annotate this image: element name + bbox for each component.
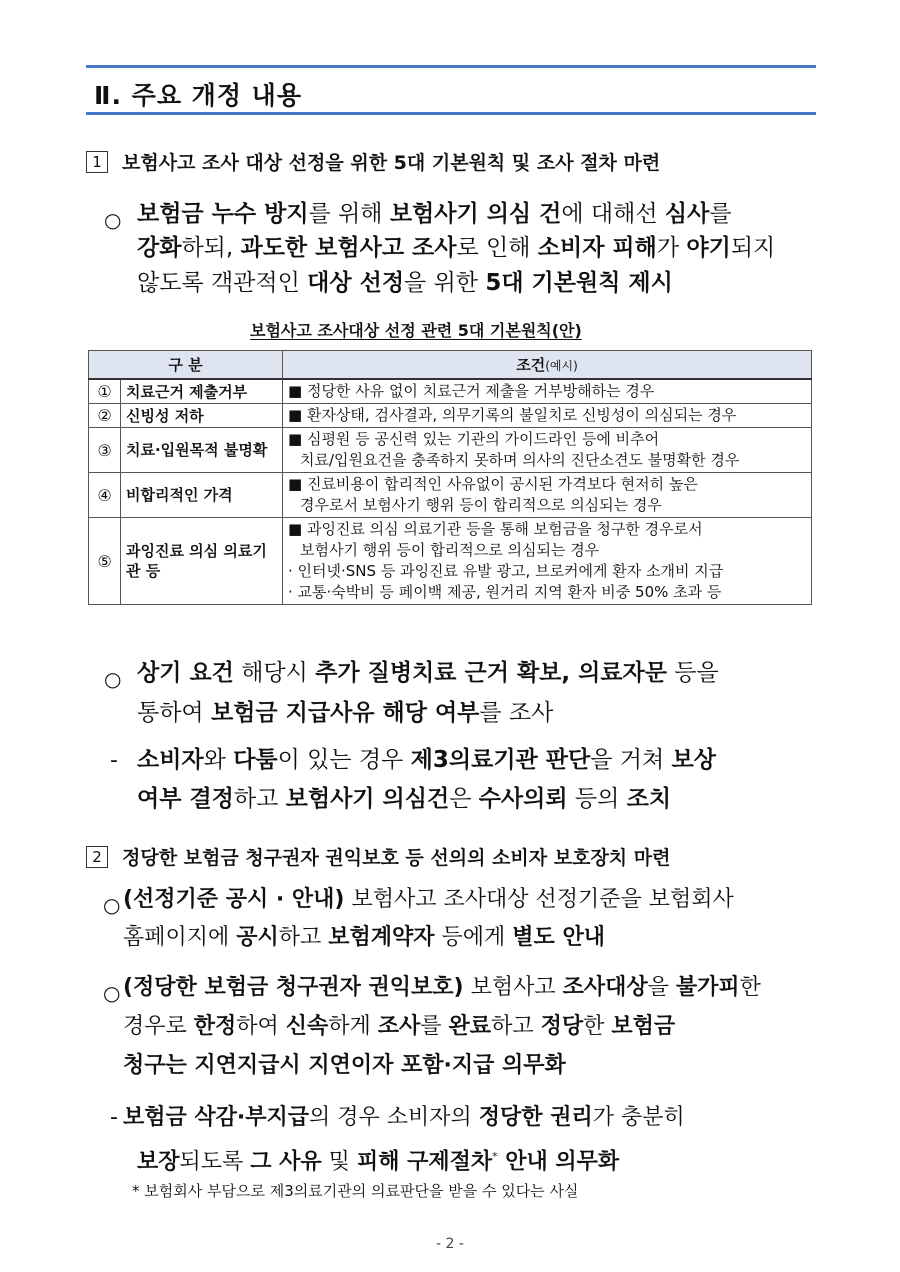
row-criterion: 치료근거 제출거부 bbox=[121, 379, 283, 404]
row-condition bbox=[283, 404, 812, 428]
item1-p3-dash: - bbox=[110, 748, 118, 773]
section-title: Ⅱ. 주요 개정 내용 bbox=[94, 81, 302, 110]
text-run: 해당시 bbox=[233, 660, 316, 686]
bold-text-run: 5대 기본원칙 제시 bbox=[485, 270, 673, 296]
bold-text-run: 조사 bbox=[377, 1014, 421, 1039]
text-run: 에 대해선 bbox=[561, 201, 665, 227]
condition-line: 치료/입원요건을 충족하지 못하며 의사의 진단소견도 불명확한 경우 bbox=[300, 451, 740, 469]
text-run: 되지 bbox=[730, 235, 776, 261]
item2-number-box: 2 bbox=[86, 846, 108, 868]
text-run: 하고 bbox=[491, 1014, 541, 1039]
bold-text-run: 불가피 bbox=[675, 975, 740, 1000]
bold-text-run: 강화 bbox=[137, 235, 182, 261]
table-row bbox=[89, 428, 812, 473]
text-run: 한 bbox=[739, 975, 761, 1000]
text-run: 하여 bbox=[236, 1014, 286, 1039]
bold-text-run: 야기 bbox=[686, 235, 731, 261]
text-run: 경우로 bbox=[123, 1014, 194, 1039]
bold-text-run: 보험금 지급사유 해당 여부 bbox=[210, 700, 480, 726]
text-run: 을 위한 bbox=[404, 270, 486, 296]
item1-p3-line1 bbox=[137, 740, 716, 780]
item1-p1-line3 bbox=[137, 263, 673, 303]
text-run: 를 위해 bbox=[308, 201, 390, 227]
bold-text-run: 여부 결정 bbox=[137, 786, 234, 812]
condition-line: ■ 진료비용이 합리적인 사유없이 공시된 가격보다 현저히 높은 bbox=[288, 475, 698, 493]
text-run: 보험사고 bbox=[463, 975, 563, 1000]
text-run: 통하여 bbox=[137, 700, 211, 726]
condition-line: 경우로서 보험사기 행위 등이 합리적으로 의심되는 경우 bbox=[300, 496, 662, 514]
condition-line: · 교통·숙박비 등 페이백 제공, 원거리 지역 환자 비중 50% 초과 등 bbox=[288, 583, 722, 601]
row-criterion: 과잉진료 의심 의료기관 등 bbox=[121, 518, 283, 605]
text-run: 를 bbox=[709, 201, 732, 227]
text-run: 을 거쳐 bbox=[590, 747, 672, 773]
text-run: * bbox=[492, 1150, 498, 1163]
table-row bbox=[89, 473, 812, 518]
bold-text-run: 소비자 bbox=[137, 747, 204, 773]
bold-text-run: (정당한 보험금 청구권자 권익보호) bbox=[123, 975, 464, 1000]
item1-p2-line1 bbox=[137, 653, 719, 693]
page-number: - 2 - bbox=[436, 1236, 464, 1252]
bold-text-run: 청구는 지연지급시 지연이자 포함·지급 의무화 bbox=[123, 1053, 566, 1078]
bold-text-run: 안내 의무화 bbox=[497, 1149, 620, 1175]
bold-text-run: 조사대상 bbox=[562, 975, 648, 1000]
bold-text-run: 수사의뢰 bbox=[478, 786, 568, 812]
text-run: 가 bbox=[656, 235, 687, 261]
bold-text-run: 신속 bbox=[285, 1014, 329, 1039]
bold-text-run: 완료 bbox=[448, 1014, 492, 1039]
text-run: 한 bbox=[583, 1014, 612, 1039]
table-header-row bbox=[89, 351, 812, 380]
item2-p1-bullet: ○ bbox=[103, 893, 121, 917]
condition-line: ■ 과잉진료 의심 의료기관 등을 통해 보험금을 청구한 경우로서 bbox=[288, 520, 703, 538]
bold-text-run: 제3의료기관 판단 bbox=[410, 747, 591, 773]
text-run: 이 있는 경우 bbox=[277, 747, 411, 773]
header-condition-note: (예시) bbox=[545, 359, 578, 373]
text-run: 않도록 객관적인 bbox=[137, 270, 308, 296]
condition-line: ■ 심평원 등 공신력 있는 기관의 가이드라인 등에 비추어 bbox=[288, 430, 660, 448]
footnote: * 보험회사 부담으로 제3의료기관의 의료판단을 받을 수 있다는 사실 bbox=[132, 1182, 579, 1200]
item2-p2-line2 bbox=[123, 1007, 675, 1047]
item2-p1-line2 bbox=[123, 918, 605, 958]
condition-line: 보험사기 행위 등이 합리적으로 의심되는 경우 bbox=[300, 541, 600, 559]
bold-text-run: 조치 bbox=[626, 786, 672, 812]
item2-p2-bullet: ○ bbox=[103, 981, 121, 1005]
item1-heading-text: 보험사고 조사 대상 선정을 위한 5대 기본원칙 및 조사 절차 마련 bbox=[122, 152, 661, 174]
bold-text-run: 건 bbox=[531, 201, 562, 227]
item2-p3-line2 bbox=[137, 1137, 619, 1182]
bold-text-run: 별도 안내 bbox=[512, 925, 605, 950]
text-run: 로 인해 bbox=[456, 235, 538, 261]
row-number: ③ bbox=[89, 428, 121, 473]
bold-text-run: 보험사기 의심건 bbox=[285, 786, 450, 812]
table-row bbox=[89, 404, 812, 428]
bold-text-run: 보험계약자 bbox=[328, 925, 435, 950]
item2-p1-line1 bbox=[123, 880, 734, 920]
header-category: 구 분 bbox=[89, 351, 283, 380]
text-run: 등의 bbox=[567, 786, 627, 812]
criteria-table bbox=[88, 350, 812, 605]
item2-heading-text: 정당한 보험금 청구권자 권익보호 등 선의의 소비자 보호장치 마련 bbox=[122, 847, 671, 869]
text-run: 하게 bbox=[328, 1014, 378, 1039]
bold-text-run: 상기 요건 bbox=[137, 660, 234, 686]
row-condition bbox=[283, 428, 812, 473]
bold-text-run: 한정 bbox=[193, 1014, 237, 1039]
text-run: 하되, bbox=[181, 235, 241, 261]
bold-text-run: 소비자 피해 bbox=[537, 235, 657, 261]
text-run: 은 bbox=[449, 786, 479, 812]
bold-text-run: (선정기준 공시 · 안내) bbox=[123, 887, 345, 912]
item2-p2-line1 bbox=[123, 968, 761, 1008]
item2-heading bbox=[86, 843, 670, 870]
bold-text-run: 다툼 bbox=[233, 747, 278, 773]
row-criterion: 치료·입원목적 불명확 bbox=[121, 428, 283, 473]
row-number: ④ bbox=[89, 473, 121, 518]
row-condition bbox=[283, 473, 812, 518]
condition-line: · 인터넷·SNS 등 과잉진료 유발 광고, 브로커에게 환자 소개비 지급 bbox=[288, 562, 724, 580]
text-run: 를 bbox=[420, 1014, 449, 1039]
text-run: 홈페이지에 bbox=[123, 925, 237, 950]
item1-p2-bullet: ○ bbox=[104, 667, 122, 691]
text-run: 을 bbox=[647, 975, 676, 1000]
bold-text-run: 과도한 보험사고 조사 bbox=[240, 235, 457, 261]
bold-text-run: 추가 질병치료 근거 확보, 의료자문 bbox=[315, 660, 667, 686]
bold-text-run: 보장 bbox=[137, 1149, 180, 1175]
row-criterion: 비합리적인 가격 bbox=[121, 473, 283, 518]
item2-p3-dash: - bbox=[110, 1105, 118, 1130]
text-run: 하고 bbox=[278, 925, 329, 950]
row-condition bbox=[283, 379, 812, 404]
header-condition-text: 조건 bbox=[516, 356, 546, 374]
item2-p3-line1 bbox=[123, 1098, 685, 1138]
bold-text-run: 보험금 누수 방지 bbox=[137, 201, 309, 227]
row-number: ① bbox=[89, 379, 121, 404]
bold-text-run: 보험금 bbox=[611, 1014, 676, 1039]
item1-p1-bullet: ○ bbox=[104, 208, 122, 232]
text-run: 보험사고 조사대상 선정기준을 보험회사 bbox=[344, 887, 734, 912]
text-run: 를 조사 bbox=[479, 700, 554, 726]
text-run: 및 bbox=[321, 1149, 357, 1175]
bold-text-run: 공시 bbox=[236, 925, 279, 950]
item1-p3-line2 bbox=[137, 779, 671, 819]
bold-text-run: 심사 bbox=[664, 201, 710, 227]
bold-text-run: 정당한 권리 bbox=[478, 1105, 593, 1130]
bold-text-run: 정당 bbox=[540, 1014, 584, 1039]
text-run: 되도록 bbox=[179, 1149, 251, 1175]
text-run: 와 bbox=[203, 747, 234, 773]
item1-p2-line2 bbox=[137, 693, 553, 733]
bold-text-run: 보상 bbox=[671, 747, 716, 773]
section-header bbox=[86, 65, 816, 115]
text-run: 가 충분히 bbox=[592, 1105, 685, 1130]
bold-text-run: 대상 선정 bbox=[307, 270, 405, 296]
bold-text-run: 피해 구제절차 bbox=[356, 1149, 493, 1175]
text-run: 등에게 bbox=[434, 925, 513, 950]
item1-number-box: 1 bbox=[86, 151, 108, 173]
text-run: 하고 bbox=[233, 786, 286, 812]
table-title: 보험사고 조사대상 선정 관련 5대 기본원칙(안) bbox=[250, 321, 582, 340]
text-run: 의 경우 소비자의 bbox=[309, 1105, 479, 1130]
row-criterion: 신빙성 저하 bbox=[121, 404, 283, 428]
row-number: ⑤ bbox=[89, 518, 121, 605]
item1-heading bbox=[86, 148, 660, 175]
item1-p1-line2 bbox=[137, 228, 775, 268]
condition-line: ■ 정당한 사유 없이 치료근거 제출을 거부방해하는 경우 bbox=[288, 382, 655, 400]
table-body bbox=[89, 379, 812, 605]
bold-text-run: 보험금 삭감·부지급 bbox=[123, 1105, 310, 1130]
header-condition bbox=[283, 351, 812, 380]
condition-line: ■ 환자상태, 검사결과, 의무기록의 불일치로 신빙성이 의심되는 경우 bbox=[288, 406, 737, 424]
row-number: ② bbox=[89, 404, 121, 428]
item2-p2-line3 bbox=[123, 1046, 566, 1086]
table-row bbox=[89, 518, 812, 605]
bold-text-run: 그 사유 bbox=[250, 1149, 322, 1175]
text-run: 등을 bbox=[667, 660, 719, 686]
row-condition bbox=[283, 518, 812, 605]
bold-text-run: 보험사기 의심 bbox=[389, 201, 532, 227]
table-row bbox=[89, 379, 812, 404]
